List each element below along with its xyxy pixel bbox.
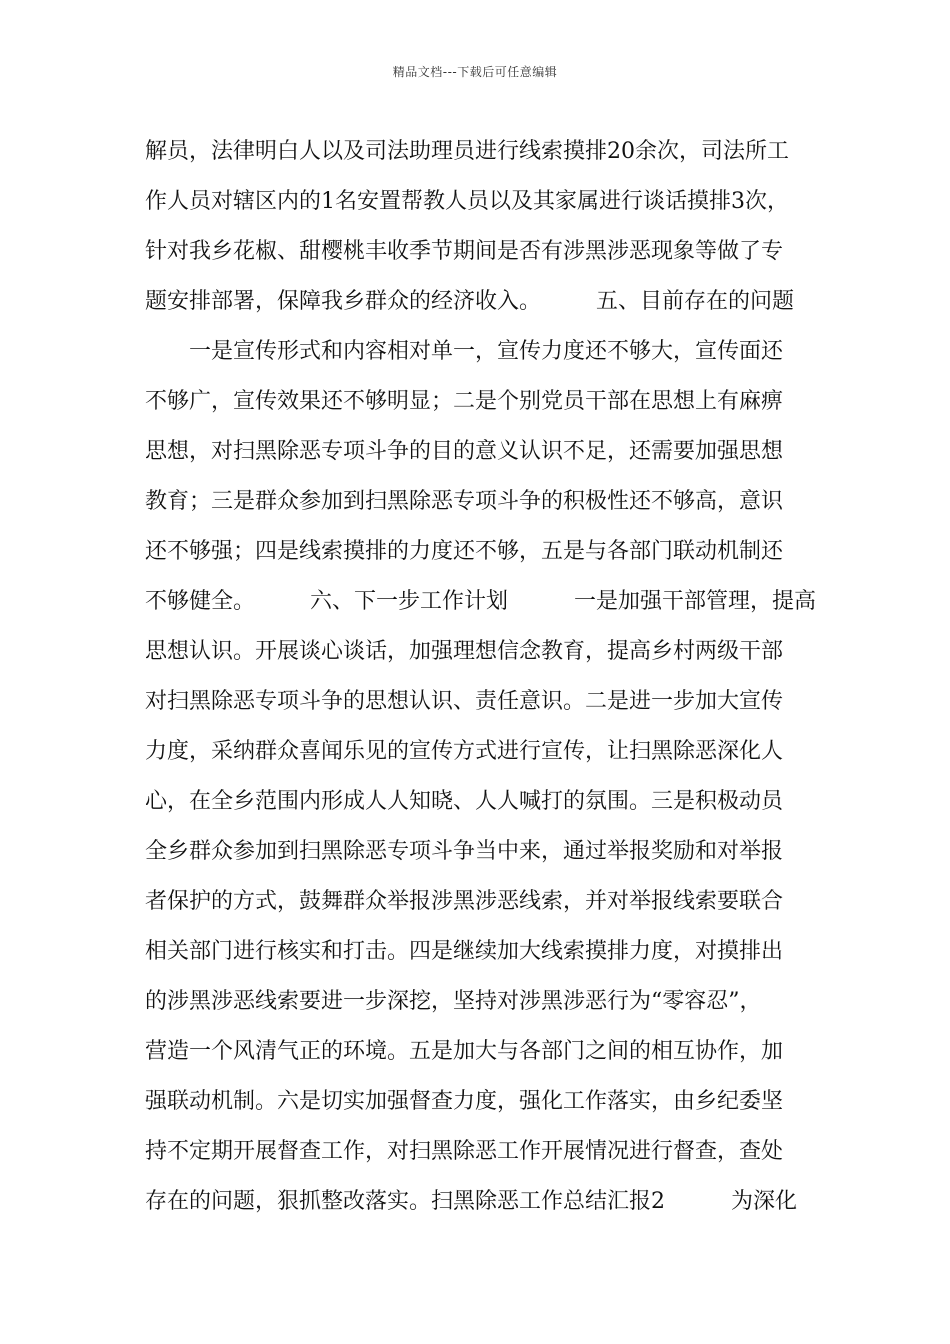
text-line: 教育；三是群众参加到扫黑除恶专项斗争的积极性还不够高，意识 <box>145 489 784 514</box>
text-line: 一是宣传形式和内容相对单一，宣传力度还不够大，宣传面还 <box>145 339 784 364</box>
text-line: 心，在全乡范围内形成人人知晓、人人喊打的氛围。三是积极动员 <box>145 789 784 814</box>
text-line: 的涉黑涉恶线索要进一步深挖，坚持对涉黑涉恶行为“零容忍”， <box>145 989 762 1014</box>
page-header: 精品文档---下载后可任意编辑 <box>392 65 558 79</box>
text-line: 对扫黑除恶专项斗争的思想认识、责任意识。二是进一步加大宣传 <box>145 689 784 714</box>
text-line: 作人员对辖区内的1名安置帮教人员以及其家属进行谈话摸排3次， <box>145 189 789 214</box>
text-line: 还不够强；四是线索摸排的力度还不够，五是与各部门联动机制还 <box>145 539 784 564</box>
text-line: 针对我乡花椒、甜樱桃丰收季节期间是否有涉黑涉恶现象等做了专 <box>145 239 784 264</box>
text-line: 强联动机制。六是切实加强督查力度，强化工作落实，由乡纪委坚 <box>145 1089 784 1114</box>
document-body <box>145 127 815 1227</box>
text-line: 不够健全。 六、下一步工作计划 一是加强干部管理，提高 <box>145 589 817 614</box>
text-line: 营造一个风清气正的环境。五是加大与各部门之间的相互协作，加 <box>145 1039 784 1064</box>
text-line: 思想认识。开展谈心谈话，加强理想信念教育，提高乡村两级干部 <box>145 639 784 664</box>
text-line: 全乡群众参加到扫黑除恶专项斗争当中来，通过举报奖励和对举报 <box>145 839 784 864</box>
text-line: 力度，采纳群众喜闻乐见的宣传方式进行宣传，让扫黑除恶深化人 <box>145 739 784 764</box>
text-line: 解员，法律明白人以及司法助理员进行线索摸排20余次，司法所工 <box>145 139 789 164</box>
text-line: 存在的问题，狠抓整改落实。扫黑除恶工作总结汇报2 为深化 <box>145 1189 797 1214</box>
text-line: 题安排部署，保障我乡群众的经济收入。 五、目前存在的问题 <box>145 289 795 314</box>
text-line: 相关部门进行核实和打击。四是继续加大线索摸排力度，对摸排出 <box>145 939 784 964</box>
text-line: 者保护的方式，鼓舞群众举报涉黑涉恶线索，并对举报线索要联合 <box>145 889 784 914</box>
text-line: 持不定期开展督查工作，对扫黑除恶工作开展情况进行督查，查处 <box>145 1139 784 1164</box>
text-line: 思想，对扫黑除恶专项斗争的目的意义认识不足，还需要加强思想 <box>145 439 784 464</box>
text-line: 不够广，宣传效果还不够明显；二是个别党员干部在思想上有麻痹 <box>145 389 784 414</box>
